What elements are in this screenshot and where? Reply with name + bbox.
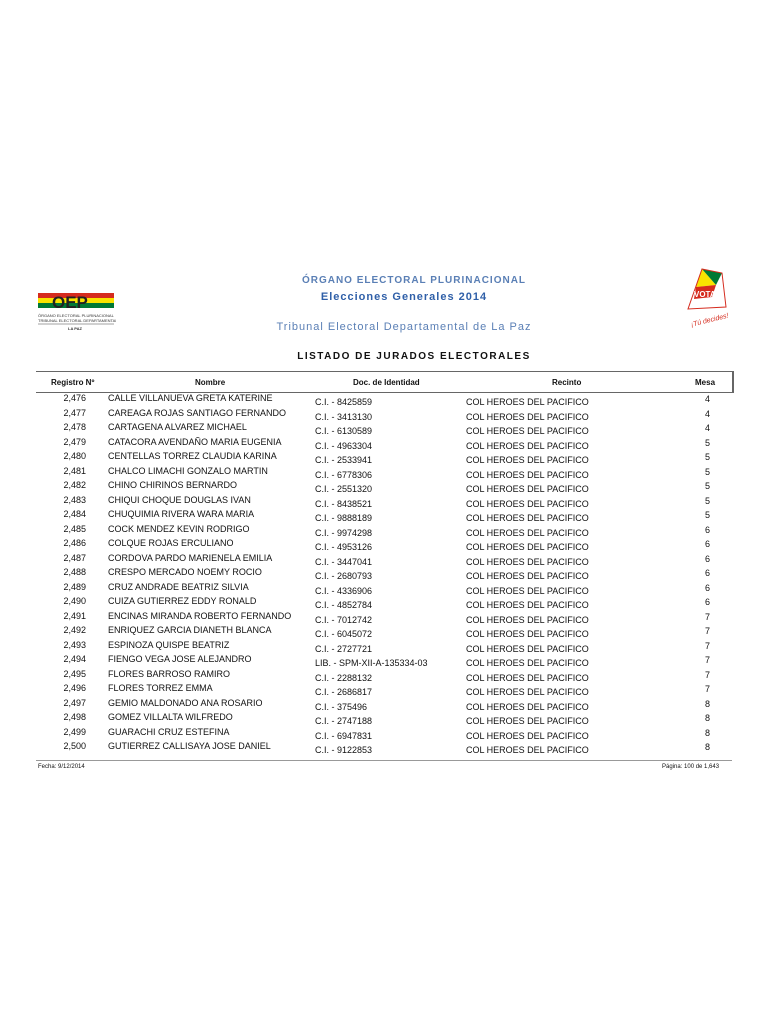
table-row	[0, 712, 768, 727]
cell-registro: 2,486	[63, 538, 86, 548]
cell-mesa: 7	[704, 669, 710, 680]
cell-recinto: COL HEROES DEL PACIFICO	[466, 687, 589, 697]
table-row	[0, 466, 768, 481]
cell-nombre: CORDOVA PARDO MARIENELA EMILIA	[108, 552, 273, 563]
cell-nombre: GEMIO MALDONADO ANA ROSARIO	[108, 697, 263, 708]
cell-nombre: CHALCO LIMACHI GONZALO MARTIN	[108, 465, 268, 476]
cell-mesa: 8	[704, 742, 710, 752]
table-row	[0, 596, 768, 611]
cell-nombre: CHUQUIMIA RIVERA WARA MARIA	[108, 509, 255, 519]
table-row	[0, 422, 768, 437]
vota-logo-slogan: ¡Tú decides!	[690, 312, 730, 329]
cell-registro: 2,495	[63, 668, 86, 679]
cell-registro: 2,490	[63, 596, 86, 606]
cell-registro: 2,477	[63, 407, 86, 418]
cell-doc: C.I. - 4953126	[315, 542, 373, 552]
cell-registro: 2,489	[63, 581, 86, 592]
cell-doc: C.I. - 8425859	[315, 397, 373, 407]
cell-mesa: 7	[704, 640, 710, 651]
table-header	[36, 371, 734, 393]
cell-recinto: COL HEROES DEL PACIFICO	[466, 658, 589, 668]
cell-nombre: FIENGO VEGA JOSE ALEJANDRO	[108, 654, 252, 664]
cell-doc: C.I. - 2533941	[315, 455, 373, 465]
cell-registro: 2,498	[63, 712, 86, 722]
cell-nombre: CATACORA AVENDAÑO MARIA EUGENIA	[108, 436, 282, 447]
cell-nombre: GUARACHI CRUZ ESTEFINA	[108, 726, 230, 737]
cell-doc: C.I. - 6778306	[315, 469, 373, 480]
cell-doc: C.I. - 2727721	[315, 643, 373, 654]
cell-mesa: 7	[704, 626, 710, 636]
cell-recinto: COL HEROES DEL PACIFICO	[466, 585, 589, 596]
cell-doc: C.I. - 3447041	[315, 556, 373, 567]
cell-doc: C.I. - 375496	[315, 701, 368, 712]
cell-recinto: COL HEROES DEL PACIFICO	[466, 600, 589, 610]
cell-mesa: 5	[704, 510, 710, 520]
oep-logo-sub2: TRIBUNAL ELECTORAL DEPARTAMENTAL	[38, 318, 116, 323]
table-row	[0, 582, 768, 597]
cell-mesa: 6	[704, 582, 710, 593]
cell-doc: C.I. - 6045072	[315, 629, 373, 639]
cell-mesa: 5	[704, 437, 710, 448]
cell-registro: 2,480	[63, 451, 86, 461]
cell-doc: C.I. - 6130589	[315, 426, 373, 436]
cell-registro: 2,476	[63, 393, 86, 403]
cell-mesa: 5	[704, 481, 710, 491]
col-mesa: Mesa	[695, 378, 716, 387]
cell-registro: 2,491	[63, 610, 86, 621]
cell-mesa: 5	[704, 466, 710, 477]
cell-registro: 2,492	[63, 625, 86, 635]
cell-nombre: COLQUE ROJAS ERCULIANO	[108, 538, 234, 548]
cell-mesa: 7	[704, 684, 710, 694]
cell-mesa: 6	[704, 524, 710, 535]
cell-recinto: COL HEROES DEL PACIFICO	[466, 440, 589, 451]
oep-logo-sub3: LA PAZ	[68, 326, 82, 331]
cell-doc: C.I. - 9974298	[315, 527, 373, 538]
table-row	[0, 495, 768, 510]
cell-nombre: CRUZ ANDRADE BEATRIZ SILVIA	[108, 581, 249, 592]
cell-mesa: 6	[704, 568, 710, 578]
cell-registro: 2,493	[63, 639, 86, 650]
table-row	[0, 538, 768, 553]
col-recinto: Recinto	[552, 378, 582, 387]
cell-nombre: ENRIQUEZ GARCIA DIANETH BLANCA	[108, 625, 272, 635]
cell-mesa: 6	[704, 553, 710, 564]
cell-recinto: COL HEROES DEL PACIFICO	[466, 745, 589, 755]
tribunal-title: Tribunal Electoral Departamental de La Paz	[276, 321, 532, 333]
cell-recinto: COL HEROES DEL PACIFICO	[466, 716, 589, 726]
cell-nombre: FLORES TORREZ EMMA	[108, 683, 213, 693]
cell-nombre: CARTAGENA ALVAREZ MICHAEL	[108, 422, 247, 432]
cell-recinto: COL HEROES DEL PACIFICO	[466, 484, 589, 494]
cell-recinto: COL HEROES DEL PACIFICO	[466, 527, 589, 538]
vota-logo-text: VOTA	[694, 290, 716, 299]
cell-nombre: CHIQUI CHOQUE DOUGLAS IVAN	[108, 494, 251, 505]
cell-doc: C.I. - 2551320	[315, 484, 373, 494]
oep-logo-sub1: ÓRGANO ELECTORAL PLURINACIONAL	[38, 313, 114, 318]
cell-nombre: COCK MENDEZ KEVIN RODRIGO	[108, 523, 250, 534]
cell-registro: 2,488	[63, 567, 86, 577]
cell-mesa: 5	[704, 495, 710, 506]
cell-recinto: COL HEROES DEL PACIFICO	[466, 730, 589, 741]
cell-mesa: 8	[704, 698, 710, 709]
table-row	[0, 625, 768, 640]
cell-nombre: ENCINAS MIRANDA ROBERTO FERNANDO	[108, 610, 292, 621]
elections-title: Elecciones Generales 2014	[320, 291, 488, 303]
table-row	[0, 567, 768, 582]
cell-recinto: COL HEROES DEL PACIFICO	[466, 397, 589, 407]
table-row	[0, 741, 768, 756]
table-row	[0, 727, 768, 742]
cell-doc: C.I. - 4336906	[315, 585, 373, 596]
table-body	[0, 393, 768, 756]
cell-recinto: COL HEROES DEL PACIFICO	[466, 614, 589, 625]
cell-mesa: 4	[704, 394, 710, 404]
table-row	[0, 437, 768, 452]
cell-nombre: CHINO CHIRINOS BERNARDO	[108, 480, 238, 490]
table-row	[0, 553, 768, 568]
cell-doc: C.I. - 9888189	[315, 513, 373, 523]
cell-mesa: 7	[704, 611, 710, 622]
cell-nombre: CALLE VILLANUEVA GRETA KATERINE	[108, 393, 273, 403]
cell-doc: C.I. - 2680793	[315, 571, 373, 581]
cell-registro: 2,483	[63, 494, 86, 505]
cell-recinto: COL HEROES DEL PACIFICO	[466, 455, 589, 465]
cell-recinto: COL HEROES DEL PACIFICO	[466, 513, 589, 523]
cell-mesa: 6	[704, 597, 710, 607]
footer-date: Fecha: 9/12/2014	[38, 764, 85, 770]
table-row	[0, 524, 768, 539]
cell-nombre: CAREAGA ROJAS SANTIAGO FERNANDO	[108, 407, 287, 418]
cell-recinto: COL HEROES DEL PACIFICO	[466, 629, 589, 639]
table-row	[0, 408, 768, 423]
cell-mesa: 8	[704, 713, 710, 723]
cell-registro: 2,496	[63, 683, 86, 693]
cell-registro: 2,499	[63, 726, 86, 737]
cell-recinto: COL HEROES DEL PACIFICO	[466, 498, 589, 509]
cell-mesa: 6	[704, 539, 710, 549]
cell-doc: C.I. - 4963304	[315, 440, 373, 451]
table-row	[0, 611, 768, 626]
cell-recinto: COL HEROES DEL PACIFICO	[466, 469, 589, 480]
cell-nombre: ESPINOZA QUISPE BEATRIZ	[108, 639, 230, 650]
table-row	[0, 669, 768, 684]
cell-mesa: 4	[704, 408, 710, 419]
cell-mesa: 5	[704, 452, 710, 462]
cell-doc: C.I. - 7012742	[315, 614, 373, 625]
cell-doc: C.I. - 2288132	[315, 672, 373, 683]
cell-recinto: COL HEROES DEL PACIFICO	[466, 643, 589, 654]
cell-registro: 2,487	[63, 552, 86, 563]
cell-nombre: CENTELLAS TORREZ CLAUDIA KARINA	[108, 451, 277, 461]
cell-doc: C.I. - 2747188	[315, 716, 373, 726]
cell-doc: C.I. - 3413130	[315, 411, 373, 422]
cell-registro: 2,485	[63, 523, 86, 534]
cell-nombre: FLORES BARROSO RAMIRO	[108, 668, 231, 679]
cell-registro: 2,479	[63, 436, 86, 447]
list-title: LISTADO DE JURADOS ELECTORALES	[297, 351, 531, 362]
table-row	[0, 698, 768, 713]
cell-registro: 2,500	[63, 741, 86, 751]
cell-recinto: COL HEROES DEL PACIFICO	[466, 701, 589, 712]
cell-recinto: COL HEROES DEL PACIFICO	[466, 411, 589, 422]
table-row	[0, 683, 768, 698]
col-nombre: Nombre	[195, 378, 226, 387]
cell-recinto: COL HEROES DEL PACIFICO	[466, 556, 589, 567]
table-row	[0, 480, 768, 495]
cell-mesa: 7	[704, 655, 710, 665]
cell-registro: 2,481	[63, 465, 86, 476]
cell-nombre: GOMEZ VILLALTA WILFREDO	[108, 712, 233, 722]
cell-nombre: CUIZA GUTIERREZ EDDY RONALD	[108, 596, 257, 606]
cell-registro: 2,482	[63, 480, 86, 490]
cell-doc: C.I. - 4852784	[315, 600, 373, 610]
cell-doc: C.I. - 9122853	[315, 745, 373, 755]
table-row	[0, 509, 768, 524]
cell-mesa: 4	[704, 423, 710, 433]
cell-doc: LIB. - SPM-XII-A-135334-03	[315, 658, 428, 668]
table-row	[0, 451, 768, 466]
oep-logo-text: OEP	[52, 293, 88, 312]
org-title: ÓRGANO ELECTORAL PLURINACIONAL	[301, 275, 527, 286]
table-row	[0, 393, 768, 408]
cell-registro: 2,478	[63, 422, 86, 432]
cell-doc: C.I. - 6947831	[315, 730, 373, 741]
cell-registro: 2,484	[63, 509, 86, 519]
cell-recinto: COL HEROES DEL PACIFICO	[466, 571, 589, 581]
table-row	[0, 640, 768, 655]
table-row	[0, 654, 768, 669]
col-doc: Doc. de Identidad	[353, 378, 420, 387]
footer-divider	[36, 760, 732, 761]
cell-mesa: 8	[704, 727, 710, 738]
footer-page: Página: 100 de 1,643	[662, 764, 720, 770]
cell-registro: 2,497	[63, 697, 86, 708]
cell-recinto: COL HEROES DEL PACIFICO	[466, 426, 589, 436]
col-registro: Registro Nº	[51, 378, 95, 387]
cell-nombre: CRESPO MERCADO NOEMY ROCIO	[108, 567, 262, 577]
cell-registro: 2,494	[63, 654, 86, 664]
cell-recinto: COL HEROES DEL PACIFICO	[466, 672, 589, 683]
cell-doc: C.I. - 2686817	[315, 687, 373, 697]
cell-doc: C.I. - 8438521	[315, 498, 373, 509]
cell-nombre: GUTIERREZ CALLISAYA JOSE DANIEL	[108, 741, 271, 751]
cell-recinto: COL HEROES DEL PACIFICO	[466, 542, 589, 552]
